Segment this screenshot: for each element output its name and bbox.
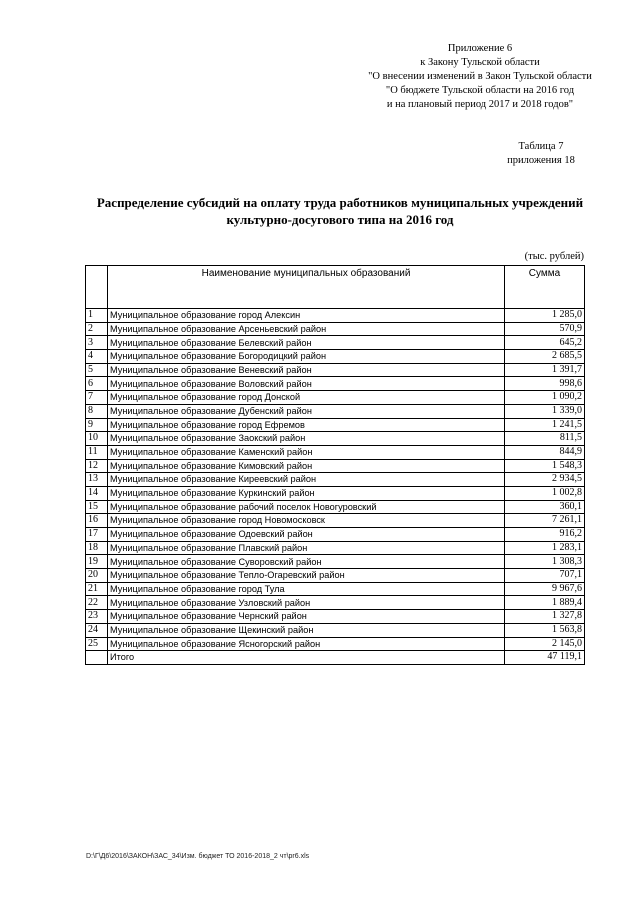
municipality-name: Муниципальное образование Дубенский район [108,404,505,418]
subsidy-amount: 1 241,5 [505,418,585,432]
header-number-cell [86,266,108,309]
subsidy-amount: 570,9 [505,322,585,336]
table-reference [496,140,586,168]
total-sum: 47 119,1 [505,651,585,665]
row-number: 2 [86,322,108,336]
appendix-header [330,42,630,112]
municipality-name: Муниципальное образование Щекинский район [108,623,505,637]
subsidy-amount: 645,2 [505,336,585,350]
row-number: 7 [86,391,108,405]
subsidy-amount: 1 308,3 [505,555,585,569]
table-row [86,637,585,651]
subsidy-amount: 2 934,5 [505,473,585,487]
row-number: 12 [86,459,108,473]
subsidy-amount: 998,6 [505,377,585,391]
table-body [86,309,585,651]
municipality-name: Муниципальное образование Кимовский район [108,459,505,473]
municipality-name: Муниципальное образование город Тула [108,582,505,596]
subsidy-amount: 1 002,8 [505,486,585,500]
subsidy-amount: 1 327,8 [505,610,585,624]
row-number: 13 [86,473,108,487]
row-number: 3 [86,336,108,350]
table-ref-line: Таблица 7 [518,141,564,152]
table-row [86,404,585,418]
subsidy-amount: 1 339,0 [505,404,585,418]
municipality-name: Муниципальное образование Суворовский район [108,555,505,569]
municipality-name: Муниципальное образование город Донской [108,391,505,405]
row-number: 15 [86,500,108,514]
municipality-name: Муниципальное образование Богородицкий район [108,350,505,364]
subsidy-amount: 1 563,8 [505,623,585,637]
row-number: 4 [86,350,108,364]
table-ref-line: приложения 18 [507,155,575,166]
table-row [86,350,585,364]
document-title [60,194,620,228]
subsidy-amount: 1 889,4 [505,596,585,610]
header-line: Приложение 6 [447,43,513,54]
row-number: 14 [86,486,108,500]
table-row [86,322,585,336]
table-row [86,610,585,624]
row-number: 20 [86,569,108,583]
title-line: Распределение субсидий на оплату труда работников муниципальных учреждений [96,195,584,210]
municipality-name: Муниципальное образование Тепло-Огаревский район [108,569,505,583]
table-row [86,541,585,555]
row-number: 25 [86,637,108,651]
table-row [86,596,585,610]
row-number: 8 [86,404,108,418]
municipality-name: Муниципальное образование город Ефремов [108,418,505,432]
table-row [86,459,585,473]
row-number: 5 [86,363,108,377]
file-path-footer: D:\Г\Д6\2016\ЗАКОН\ЗАС_34\Изм. бюджет ТО 2016-2018_2 чт\pr6.xls [86,853,310,860]
table-row [86,363,585,377]
municipality-name: Муниципальное образование Воловский район [108,377,505,391]
municipality-name: Муниципальное образование Одоевский район [108,528,505,542]
row-number: 9 [86,418,108,432]
row-number: 16 [86,514,108,528]
row-number: 17 [86,528,108,542]
municipality-name: Муниципальное образование Арсеньевский район [108,322,505,336]
table-row [86,528,585,542]
row-number: 22 [86,596,108,610]
subsidy-amount: 9 967,6 [505,582,585,596]
row-number: 18 [86,541,108,555]
table-row [86,473,585,487]
table-row [86,582,585,596]
total-label: Итого [108,651,505,665]
table-row [86,336,585,350]
table-row [86,391,585,405]
header-name-cell: Наименование муниципальных образований [108,266,505,309]
table-row [86,418,585,432]
row-number: 1 [86,309,108,323]
row-number: 21 [86,582,108,596]
subsidy-amount: 1 285,0 [505,309,585,323]
municipality-name: Муниципальное образование Ясногорский район [108,637,505,651]
subsidy-amount: 360,1 [505,500,585,514]
row-number: 10 [86,432,108,446]
municipality-name: Муниципальное образование Заокский район [108,432,505,446]
header-sum-cell: Сумма [505,266,585,309]
header-line: "О бюджете Тульской области на 2016 год [385,85,575,96]
table-row [86,555,585,569]
table-row [86,514,585,528]
municipality-name: Муниципальное образование Чернский район [108,610,505,624]
table-row [86,623,585,637]
row-number: 6 [86,377,108,391]
municipality-name: Муниципальное образование Плавский район [108,541,505,555]
subsidy-amount: 1 283,1 [505,541,585,555]
table-row [86,500,585,514]
row-number: 24 [86,623,108,637]
row-number: 11 [86,445,108,459]
table-row [86,377,585,391]
total-number-cell [86,651,108,665]
municipality-name: Муниципальное образование город Новомосковск [108,514,505,528]
header-line: "О внесении изменений в Закон Тульской области [368,71,592,82]
subsidy-amount: 1 548,3 [505,459,585,473]
subsidy-amount: 7 261,1 [505,514,585,528]
municipality-name: Муниципальное образование Узловский район [108,596,505,610]
municipality-name: Муниципальное образование Каменский район [108,445,505,459]
municipality-name: Муниципальное образование рабочий поселок Новогуровский [108,500,505,514]
subsidy-amount: 2 145,0 [505,637,585,651]
municipality-name: Муниципальное образование Куркинский район [108,486,505,500]
table-row [86,432,585,446]
subsidy-amount: 811,5 [505,432,585,446]
subsidy-amount: 2 685,5 [505,350,585,364]
subsidy-amount: 1 090,2 [505,391,585,405]
table-header-row [86,266,585,309]
subsidy-amount: 1 391,7 [505,363,585,377]
table-row [86,486,585,500]
subsidy-table [85,265,585,665]
subsidy-amount: 707,1 [505,569,585,583]
units-label: (тыс. рублей) [524,251,584,262]
table-row [86,309,585,323]
table-row [86,445,585,459]
header-line: к Закону Тульской области [420,57,540,68]
municipality-name: Муниципальное образование город Алексин [108,309,505,323]
title-line: культурно-досугового типа на 2016 год [226,212,454,227]
municipality-name: Муниципальное образование Белевский район [108,336,505,350]
row-number: 19 [86,555,108,569]
subsidy-amount: 844,9 [505,445,585,459]
municipality-name: Муниципальное образование Киреевский район [108,473,505,487]
row-number: 23 [86,610,108,624]
total-row [86,651,585,665]
header-line: и на плановый период 2017 и 2018 годов" [386,99,574,110]
municipality-name: Муниципальное образование Веневский район [108,363,505,377]
subsidy-amount: 916,2 [505,528,585,542]
table-row [86,569,585,583]
